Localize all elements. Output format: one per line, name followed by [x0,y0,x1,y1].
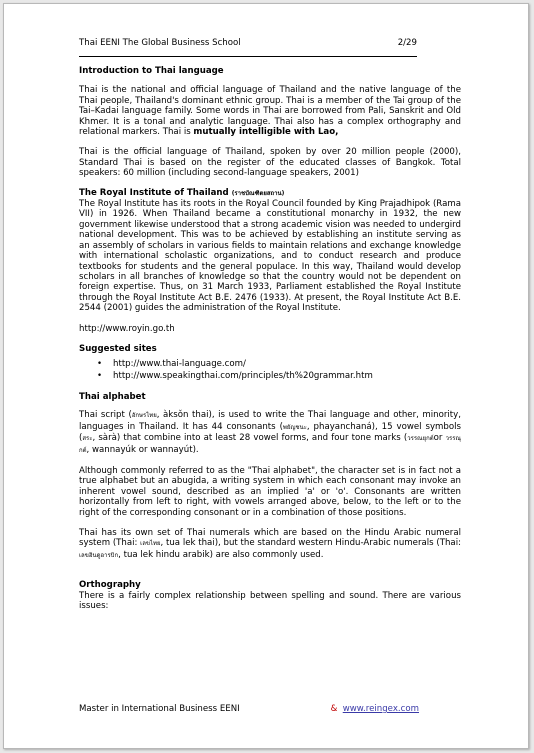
page-content [79,66,461,611]
royal-url[interactable]: http://www.royin.go.th [79,323,175,334]
intro-bold-phrase: mutually intelligible with Lao, [193,127,339,138]
page-number: 2/29 [397,38,417,48]
footer-link-reingex[interactable]: www.reingex.com [342,704,419,714]
heading-thai-alphabet: Thai alphabet [79,391,146,402]
page-footer [79,704,419,714]
alphabet-paragraph-1: Thai script (อักษรไทย, àksǒn thai), is used to write the Thai language and other, minority, languages in Thailand. It has 44 consonants (พยัญชนะ, phayanchaná), 15 vowel symbols (สระ, sàrà) that combine into at least 28 vowel forms, and four tone marks (วรรณยุกต์or วรรณุกต์, wannayúk or wannayút). [79,410,461,455]
page-header [79,38,417,57]
intro-paragraph-1: Thai is the national and official language of Thailand and the native language of the Thai people, Thailand's dominant ethnic group. Thai is a member of the Tai group of the Tai–Kadai language family. Some words in Thai are borrowed from Pali, Sanskrit and Old Khmer. It is a tonal and analytic language. Thai also has a complex orthography and relational markers. Thai is mutually intelligible with Lao, [79,85,461,138]
alphabet-paragraph-2: Although commonly referred to as the "Thai alphabet", the character set is in fact not a true alphabet but an abugida, a writing system in which each consonant may invoke an inherent vowel sound, described as an implied 'a' or 'o'. Consonants are written horizontally from left to right, with vowels arranged above, below, to the left or to the right of the corresponding consonant or in a combination of those positions. [79,465,461,518]
orthography-paragraph: There is a fairly complex relationship between spelling and sound. There are various issues: [79,590,461,612]
footer-links [331,704,419,714]
footer-ampersand: & [330,704,338,714]
suggested-site-link[interactable]: • http://www.thai-language.com/ [113,359,461,371]
document-page [3,3,529,749]
heading-orthography: Orthography [79,580,141,591]
intro-paragraph-2: Thai is the official language of Thailand, spoken by over 20 million people (2000), Standard Thai is based on the register of the educated classes of Bangkok. Total speakers: 60 million (including second-language speakers, 2001) [79,147,461,179]
heading-suggested-sites: Suggested sites [79,343,157,354]
heading-royal-institute: The Royal Institute of Thailand (ราชบัณฑิตยสถาน) [79,187,285,198]
suggested-site-link[interactable]: • http://www.speakingthai.com/principles/th%20grammar.htm [113,371,461,383]
alphabet-paragraph-3: Thai has its own set of Thai numerals which are based on the Hindu Arabic numeral system (Thai: เลขไทย, tua lek thai), but the standard western Hindu-Arabic numerals (Thai: เลขฮินดูอารบิก, tua lek hindu arabik) are also commonly used. [79,528,461,560]
footer-title: Master in International Business EENI [79,704,240,714]
royal-paragraph: The Royal Institute has its roots in the Royal Council founded by King Prajadhipok (Rama VII) in 1926. When Thailand became a constitutional monarchy in 1932, the new government likewise understood that a strong academic vision was needed to undergird national development. This was to be achieved by establishing an institute serving as an assembly of scholars in various fields to maintain relations and exchange knowledge with international scholastic organizations, and to conduct research and produce textbooks for students and the general populace. In this way, Thailand would develop scholars in all branches of knowledge so that the country would not be dependent on foreign expertise. Thus, on 31 March 1933, Parliament established the Royal Institute through the Royal Institute Act B.E. 2476 (1933). At present, the Royal Institute Act B.E. 2544 (2001) guides the administration of the Royal Institute. [79,199,461,314]
royal-institute-thai-name: (ราชบัณฑิตยสถาน) [231,189,285,197]
suggested-sites-list [79,359,461,383]
heading-introduction: Introduction to Thai language [79,66,224,76]
header-title: Thai EENI The Global Business School [79,38,241,48]
